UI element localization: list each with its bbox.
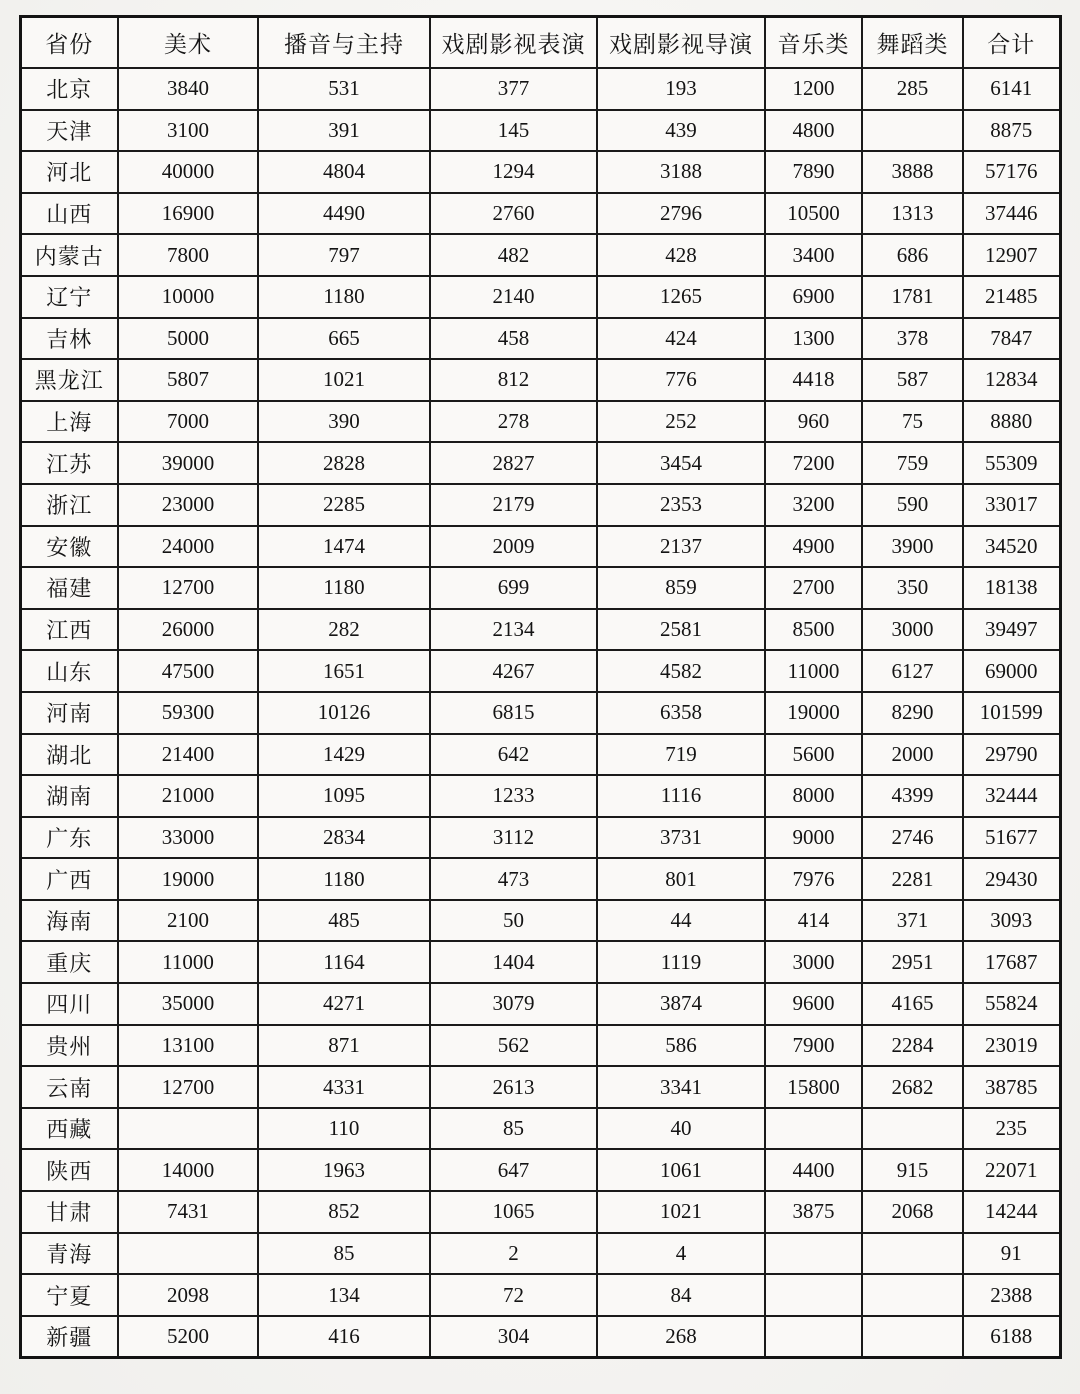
table-row: [20, 318, 1060, 360]
data-cell: 1404: [430, 941, 597, 983]
column-header: 播音与主持: [258, 17, 430, 69]
table-body: [20, 68, 1060, 1358]
table-row: [20, 151, 1060, 193]
data-cell: 485: [258, 900, 430, 942]
data-cell: 2746: [862, 817, 963, 859]
province-cell: 山西: [20, 193, 118, 235]
province-cell: 山东: [20, 650, 118, 692]
data-cell: 268: [597, 1316, 765, 1358]
province-cell: 云南: [20, 1066, 118, 1108]
table-row: [20, 1149, 1060, 1191]
data-cell: 1116: [597, 775, 765, 817]
data-cell: 473: [430, 858, 597, 900]
data-cell: 1963: [258, 1149, 430, 1191]
data-cell: 2009: [430, 526, 597, 568]
table-row: [20, 1025, 1060, 1067]
data-cell: 282: [258, 609, 430, 651]
data-cell: 665: [258, 318, 430, 360]
data-cell: 416: [258, 1316, 430, 1358]
data-cell: 34520: [963, 526, 1060, 568]
data-cell: 4271: [258, 983, 430, 1025]
column-header: 舞蹈类: [862, 17, 963, 69]
data-cell: 1095: [258, 775, 430, 817]
data-cell: 6188: [963, 1316, 1060, 1358]
data-cell: 852: [258, 1191, 430, 1233]
data-cell: 15800: [765, 1066, 862, 1108]
data-cell: 23000: [118, 484, 258, 526]
data-cell: 2281: [862, 858, 963, 900]
province-cell: 辽宁: [20, 276, 118, 318]
data-cell: 33000: [118, 817, 258, 859]
province-art-enrollment-table: [19, 15, 1062, 1359]
data-cell: 1233: [430, 775, 597, 817]
province-cell: 新疆: [20, 1316, 118, 1358]
data-cell: 38785: [963, 1066, 1060, 1108]
data-cell: 562: [430, 1025, 597, 1067]
data-cell: 32444: [963, 775, 1060, 817]
data-cell: 812: [430, 359, 597, 401]
data-cell: 3079: [430, 983, 597, 1025]
data-cell: 3874: [597, 983, 765, 1025]
data-cell: 2179: [430, 484, 597, 526]
data-cell: 1180: [258, 276, 430, 318]
province-cell: 陕西: [20, 1149, 118, 1191]
data-cell: 4: [597, 1233, 765, 1275]
data-cell: 3341: [597, 1066, 765, 1108]
data-cell: 482: [430, 234, 597, 276]
data-cell: 10000: [118, 276, 258, 318]
table-row: [20, 276, 1060, 318]
data-cell: [765, 1316, 862, 1358]
data-cell: 11000: [118, 941, 258, 983]
data-cell: 16900: [118, 193, 258, 235]
data-cell: 235: [963, 1108, 1060, 1150]
data-cell: 59300: [118, 692, 258, 734]
data-cell: 3200: [765, 484, 862, 526]
data-cell: 6358: [597, 692, 765, 734]
data-cell: 4582: [597, 650, 765, 692]
data-cell: 26000: [118, 609, 258, 651]
data-cell: 797: [258, 234, 430, 276]
data-cell: 18138: [963, 567, 1060, 609]
data-cell: 2137: [597, 526, 765, 568]
data-cell: 686: [862, 234, 963, 276]
province-cell: 青海: [20, 1233, 118, 1275]
data-cell: 5000: [118, 318, 258, 360]
table-row: [20, 1191, 1060, 1233]
data-cell: 55309: [963, 442, 1060, 484]
table-row: [20, 1066, 1060, 1108]
data-cell: 871: [258, 1025, 430, 1067]
data-cell: 39000: [118, 442, 258, 484]
province-cell: 江西: [20, 609, 118, 651]
table-row: [20, 817, 1060, 859]
province-cell: 宁夏: [20, 1274, 118, 1316]
data-cell: 1065: [430, 1191, 597, 1233]
data-cell: 21400: [118, 734, 258, 776]
data-cell: 2140: [430, 276, 597, 318]
data-cell: 51677: [963, 817, 1060, 859]
table-row: [20, 983, 1060, 1025]
data-cell: 8000: [765, 775, 862, 817]
province-cell: 北京: [20, 68, 118, 110]
data-cell: 7976: [765, 858, 862, 900]
data-cell: 101599: [963, 692, 1060, 734]
data-cell: 2098: [118, 1274, 258, 1316]
data-cell: 1651: [258, 650, 430, 692]
data-cell: 2134: [430, 609, 597, 651]
table-row: [20, 692, 1060, 734]
province-cell: 广西: [20, 858, 118, 900]
table-row: [20, 442, 1060, 484]
data-cell: 29790: [963, 734, 1060, 776]
data-cell: 915: [862, 1149, 963, 1191]
table-row: [20, 234, 1060, 276]
data-cell: 304: [430, 1316, 597, 1358]
data-cell: 1180: [258, 567, 430, 609]
table-row: [20, 359, 1060, 401]
data-cell: 801: [597, 858, 765, 900]
data-cell: 4804: [258, 151, 430, 193]
data-cell: 10500: [765, 193, 862, 235]
data-cell: 11000: [765, 650, 862, 692]
data-cell: 1300: [765, 318, 862, 360]
data-cell: 12700: [118, 1066, 258, 1108]
table-row: [20, 526, 1060, 568]
data-cell: 3888: [862, 151, 963, 193]
data-cell: 22071: [963, 1149, 1060, 1191]
data-cell: 278: [430, 401, 597, 443]
data-cell: 12834: [963, 359, 1060, 401]
table-row: [20, 941, 1060, 983]
column-header-province: 省份: [20, 17, 118, 69]
data-cell: 3000: [862, 609, 963, 651]
data-cell: 5200: [118, 1316, 258, 1358]
data-cell: 7431: [118, 1191, 258, 1233]
province-cell: 吉林: [20, 318, 118, 360]
table-row: [20, 567, 1060, 609]
data-cell: 1021: [258, 359, 430, 401]
province-cell: 河北: [20, 151, 118, 193]
province-cell: 四川: [20, 983, 118, 1025]
data-cell: 193: [597, 68, 765, 110]
data-cell: 2285: [258, 484, 430, 526]
data-cell: 72: [430, 1274, 597, 1316]
data-cell: 285: [862, 68, 963, 110]
data-cell: 7200: [765, 442, 862, 484]
table-row: [20, 401, 1060, 443]
data-cell: 2000: [862, 734, 963, 776]
province-cell: 上海: [20, 401, 118, 443]
data-cell: 2951: [862, 941, 963, 983]
data-cell: 91: [963, 1233, 1060, 1275]
data-cell: 859: [597, 567, 765, 609]
data-cell: 4800: [765, 110, 862, 152]
data-cell: 84: [597, 1274, 765, 1316]
data-cell: 5600: [765, 734, 862, 776]
data-cell: 4399: [862, 775, 963, 817]
table-row: [20, 68, 1060, 110]
data-cell: 414: [765, 900, 862, 942]
data-cell: 590: [862, 484, 963, 526]
data-cell: 391: [258, 110, 430, 152]
data-cell: 4331: [258, 1066, 430, 1108]
data-cell: 35000: [118, 983, 258, 1025]
data-cell: 19000: [765, 692, 862, 734]
data-cell: 9000: [765, 817, 862, 859]
data-cell: 642: [430, 734, 597, 776]
data-cell: 2700: [765, 567, 862, 609]
data-cell: 23019: [963, 1025, 1060, 1067]
data-cell: 719: [597, 734, 765, 776]
table-row: [20, 1108, 1060, 1150]
data-cell: 960: [765, 401, 862, 443]
data-cell: 1119: [597, 941, 765, 983]
data-cell: [862, 1108, 963, 1150]
data-cell: 55824: [963, 983, 1060, 1025]
data-cell: 428: [597, 234, 765, 276]
data-cell: 4165: [862, 983, 963, 1025]
data-cell: 1781: [862, 276, 963, 318]
province-cell: 海南: [20, 900, 118, 942]
data-cell: 2353: [597, 484, 765, 526]
province-cell: 内蒙古: [20, 234, 118, 276]
data-cell: [862, 1233, 963, 1275]
data-cell: 8880: [963, 401, 1060, 443]
table-row: [20, 734, 1060, 776]
data-cell: 2068: [862, 1191, 963, 1233]
data-cell: 7890: [765, 151, 862, 193]
data-cell: 8290: [862, 692, 963, 734]
header-row: [20, 17, 1060, 69]
data-cell: 1265: [597, 276, 765, 318]
table-row: [20, 900, 1060, 942]
data-cell: [765, 1108, 862, 1150]
data-cell: 377: [430, 68, 597, 110]
data-cell: 75: [862, 401, 963, 443]
data-cell: 44: [597, 900, 765, 942]
data-cell: 13100: [118, 1025, 258, 1067]
data-cell: 29430: [963, 858, 1060, 900]
data-cell: 2828: [258, 442, 430, 484]
data-cell: 2581: [597, 609, 765, 651]
data-cell: 1429: [258, 734, 430, 776]
data-cell: 647: [430, 1149, 597, 1191]
data-cell: 1474: [258, 526, 430, 568]
data-cell: [118, 1233, 258, 1275]
data-cell: [118, 1108, 258, 1150]
table-row: [20, 858, 1060, 900]
data-cell: 7800: [118, 234, 258, 276]
data-cell: 12907: [963, 234, 1060, 276]
data-cell: 47500: [118, 650, 258, 692]
data-cell: 2796: [597, 193, 765, 235]
data-cell: 3875: [765, 1191, 862, 1233]
data-cell: [765, 1233, 862, 1275]
data-cell: 2284: [862, 1025, 963, 1067]
table-row: [20, 193, 1060, 235]
data-cell: 69000: [963, 650, 1060, 692]
data-cell: 699: [430, 567, 597, 609]
province-cell: 广东: [20, 817, 118, 859]
table-row: [20, 1316, 1060, 1358]
province-cell: 福建: [20, 567, 118, 609]
table-row: [20, 110, 1060, 152]
data-cell: 3454: [597, 442, 765, 484]
data-cell: [862, 1274, 963, 1316]
data-cell: 14244: [963, 1191, 1060, 1233]
data-cell: 17687: [963, 941, 1060, 983]
data-cell: 2: [430, 1233, 597, 1275]
province-cell: 湖北: [20, 734, 118, 776]
data-cell: 110: [258, 1108, 430, 1150]
table-row: [20, 609, 1060, 651]
data-cell: [862, 110, 963, 152]
data-cell: 759: [862, 442, 963, 484]
data-cell: 7900: [765, 1025, 862, 1067]
data-cell: 85: [430, 1108, 597, 1150]
province-cell: 江苏: [20, 442, 118, 484]
province-cell: 浙江: [20, 484, 118, 526]
data-cell: 1313: [862, 193, 963, 235]
data-cell: 3093: [963, 900, 1060, 942]
data-cell: 6127: [862, 650, 963, 692]
data-cell: 37446: [963, 193, 1060, 235]
table-row: [20, 1233, 1060, 1275]
data-cell: 3840: [118, 68, 258, 110]
data-cell: 390: [258, 401, 430, 443]
data-cell: 6141: [963, 68, 1060, 110]
data-cell: 439: [597, 110, 765, 152]
data-cell: 2388: [963, 1274, 1060, 1316]
data-cell: 57176: [963, 151, 1060, 193]
data-cell: 2100: [118, 900, 258, 942]
data-cell: 19000: [118, 858, 258, 900]
data-cell: 3731: [597, 817, 765, 859]
table-row: [20, 1274, 1060, 1316]
table-row: [20, 650, 1060, 692]
data-cell: 4267: [430, 650, 597, 692]
data-cell: 4900: [765, 526, 862, 568]
data-cell: 24000: [118, 526, 258, 568]
province-cell: 湖南: [20, 775, 118, 817]
data-cell: 21000: [118, 775, 258, 817]
data-cell: 14000: [118, 1149, 258, 1191]
data-cell: 4490: [258, 193, 430, 235]
province-cell: 安徽: [20, 526, 118, 568]
province-cell: 黑龙江: [20, 359, 118, 401]
data-cell: 531: [258, 68, 430, 110]
data-cell: 3000: [765, 941, 862, 983]
province-cell: 贵州: [20, 1025, 118, 1067]
data-cell: 6900: [765, 276, 862, 318]
data-cell: 50: [430, 900, 597, 942]
data-cell: 378: [862, 318, 963, 360]
data-cell: 2682: [862, 1066, 963, 1108]
data-cell: 1180: [258, 858, 430, 900]
data-cell: 7847: [963, 318, 1060, 360]
data-cell: 40: [597, 1108, 765, 1150]
data-cell: 21485: [963, 276, 1060, 318]
column-header: 戏剧影视表演: [430, 17, 597, 69]
province-cell: 重庆: [20, 941, 118, 983]
data-cell: 2827: [430, 442, 597, 484]
data-cell: 8500: [765, 609, 862, 651]
province-cell: 河南: [20, 692, 118, 734]
data-cell: 1200: [765, 68, 862, 110]
table-row: [20, 484, 1060, 526]
data-cell: 3900: [862, 526, 963, 568]
data-cell: 587: [862, 359, 963, 401]
province-cell: 天津: [20, 110, 118, 152]
data-cell: 1294: [430, 151, 597, 193]
data-cell: 85: [258, 1233, 430, 1275]
data-cell: 3112: [430, 817, 597, 859]
data-cell: 5807: [118, 359, 258, 401]
data-cell: 458: [430, 318, 597, 360]
column-header: 合计: [963, 17, 1060, 69]
data-cell: 1061: [597, 1149, 765, 1191]
column-header: 美术: [118, 17, 258, 69]
data-cell: 776: [597, 359, 765, 401]
data-cell: 3100: [118, 110, 258, 152]
data-cell: 371: [862, 900, 963, 942]
data-cell: 6815: [430, 692, 597, 734]
data-cell: 12700: [118, 567, 258, 609]
table-row: [20, 775, 1060, 817]
data-cell: 4418: [765, 359, 862, 401]
province-cell: 西藏: [20, 1108, 118, 1150]
data-cell: 1164: [258, 941, 430, 983]
data-cell: 2760: [430, 193, 597, 235]
data-cell: 9600: [765, 983, 862, 1025]
data-cell: 2613: [430, 1066, 597, 1108]
data-cell: 2834: [258, 817, 430, 859]
data-cell: 3400: [765, 234, 862, 276]
data-cell: 39497: [963, 609, 1060, 651]
data-cell: 145: [430, 110, 597, 152]
data-cell: 3188: [597, 151, 765, 193]
data-cell: 424: [597, 318, 765, 360]
province-cell: 甘肃: [20, 1191, 118, 1233]
data-cell: 134: [258, 1274, 430, 1316]
data-cell: 4400: [765, 1149, 862, 1191]
data-cell: 586: [597, 1025, 765, 1067]
data-cell: 40000: [118, 151, 258, 193]
data-cell: 33017: [963, 484, 1060, 526]
column-header: 戏剧影视导演: [597, 17, 765, 69]
data-cell: 1021: [597, 1191, 765, 1233]
data-cell: 8875: [963, 110, 1060, 152]
column-header: 音乐类: [765, 17, 862, 69]
data-cell: [862, 1316, 963, 1358]
data-cell: 350: [862, 567, 963, 609]
data-cell: 252: [597, 401, 765, 443]
data-cell: 7000: [118, 401, 258, 443]
data-cell: [765, 1274, 862, 1316]
data-cell: 10126: [258, 692, 430, 734]
